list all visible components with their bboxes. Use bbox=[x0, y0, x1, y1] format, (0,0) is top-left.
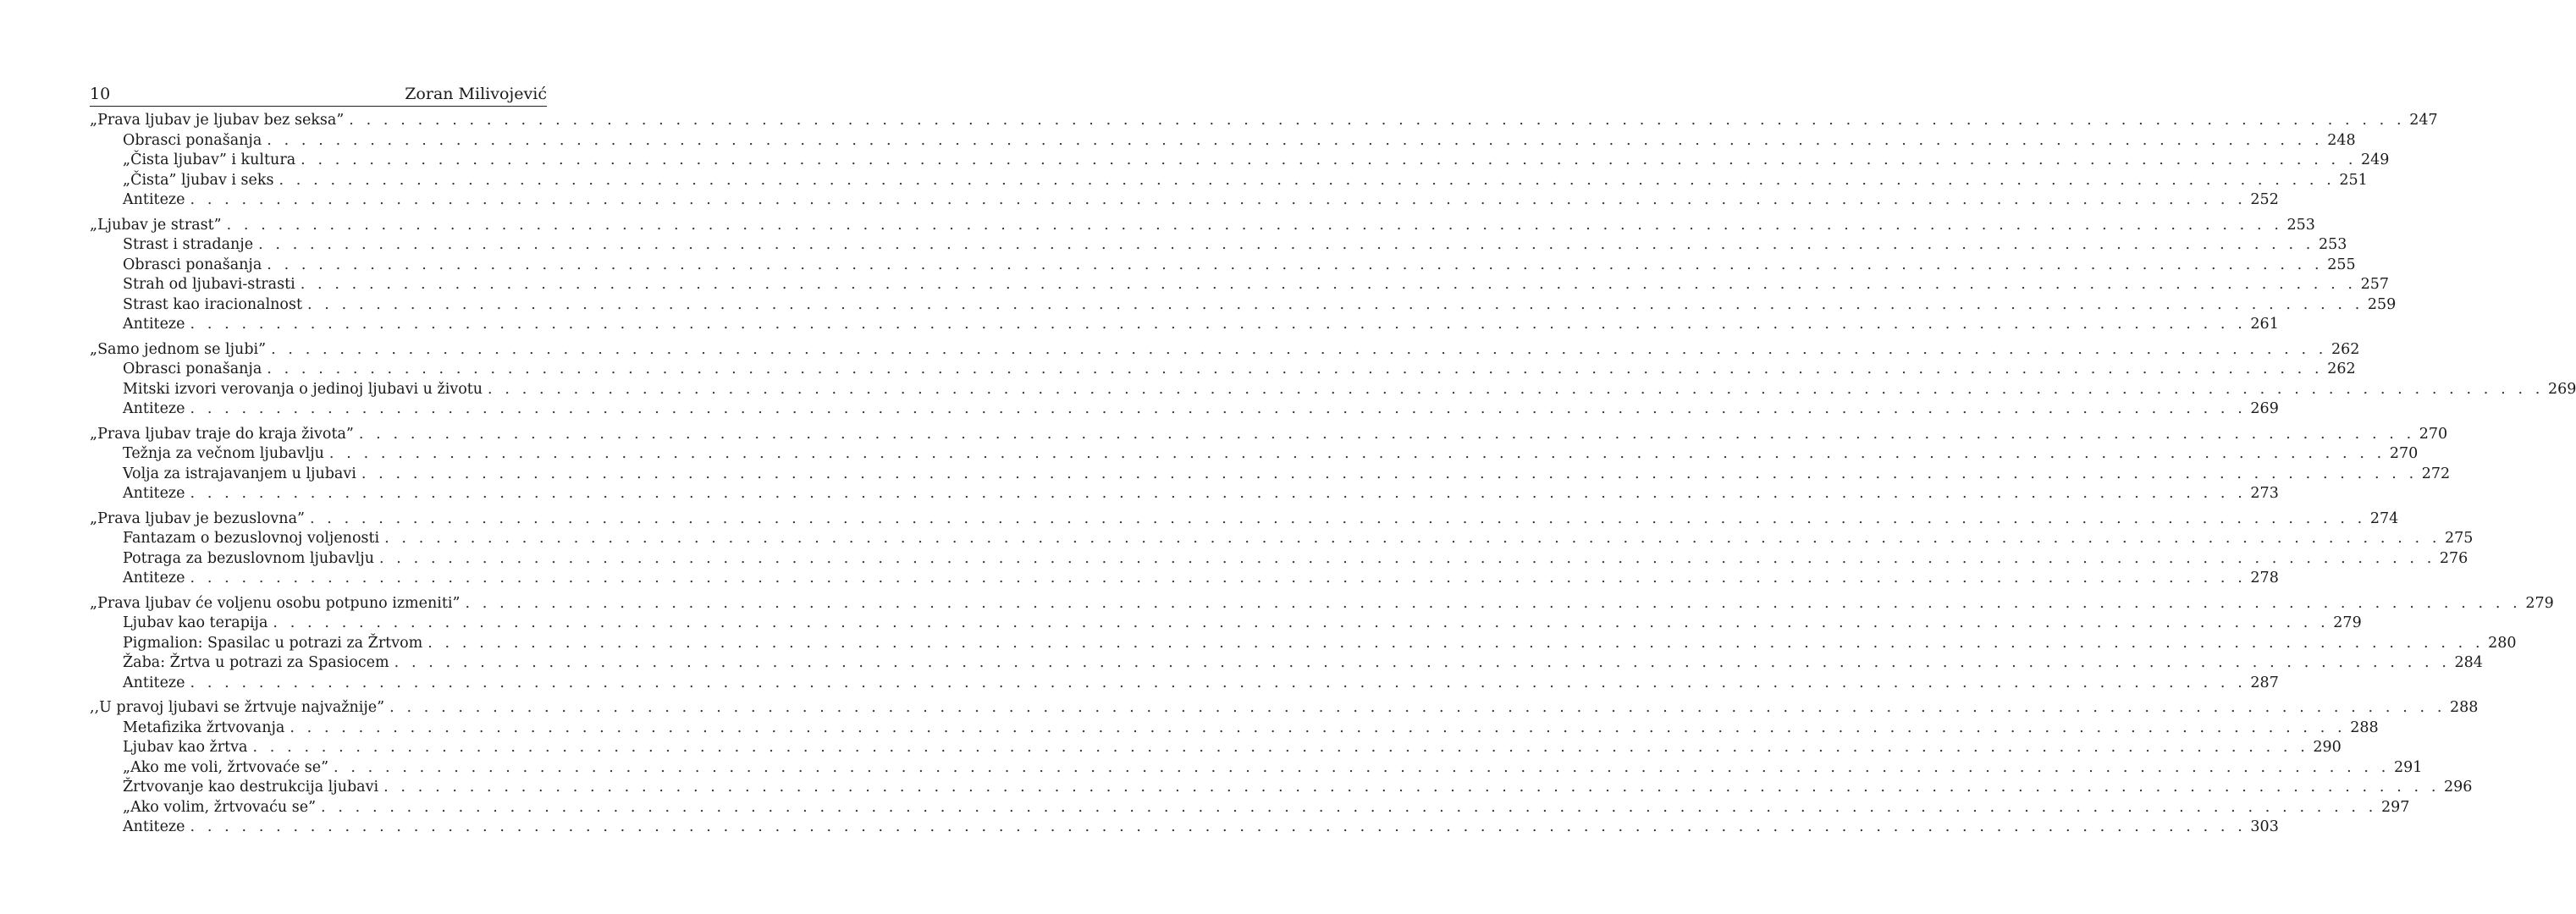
toc-chapter-row bbox=[90, 216, 2315, 237]
dot-leader: . . . . . . . . . . . . . . . . . . . . . . . . . . . . . . . . . . . . . . . . . . . . . . . . . . . . . . . . . . . . . . . . . . . . . . . . . . . . . . . . . . . . . . . . . . . . . . . . . . . . . . . . . . . . . . . . . . . . . . . . bbox=[334, 758, 2390, 776]
toc-subentry-row bbox=[90, 380, 2576, 401]
dot-leader: . . . . . . . . . . . . . . . . . . . . . . . . . . . . . . . . . . . . . . . . . . . . . . . . . . . . . . . . . . . . . . . . . . . . . . . . . . . . . . . . . . . . . . . . . . . . . . . . . . . . . . . . . . . . . . . . . . . . . . . . bbox=[190, 818, 2247, 835]
toc-section bbox=[90, 112, 2438, 212]
chapter-title: „Prava ljubav traje do kraja života” bbox=[90, 425, 354, 443]
dot-leader: . . . . . . . . . . . . . . . . . . . . . . . . . . . . . . . . . . . . . . . . . . . . . . . . . . . . . . . . . . . . . . . . . . . . . . . . . . . . . . . . . . . . . . . . . . . . . . . . . . . . . . . . . . . . . . . . . . . . . . . . bbox=[190, 674, 2247, 691]
page-ref: 287 bbox=[2250, 674, 2279, 691]
page-ref: 279 bbox=[2525, 594, 2554, 612]
dot-leader: . . . . . . . . . . . . . . . . . . . . . . . . . . . . . . . . . . . . . . . . . . . . . . . . . . . . . . . . . . . . . . . . . . . . . . . . . . . . . . . . . . . . . . . . . . . . . . . . . . . . . . . . . . . . . . . . . . . . . . . . bbox=[349, 112, 2406, 129]
dot-leader: . . . . . . . . . . . . . . . . . . . . . . . . . . . . . . . . . . . . . . . . . . . . . . . . . . . . . . . . . . . . . . . . . . . . . . . . . . . . . . . . . . . . . . . . . . . . . . . . . . . . . . . . . . . . . . . . . . . . . . . . bbox=[427, 634, 2485, 652]
toc-section bbox=[90, 340, 2576, 421]
page-ref: 270 bbox=[2419, 425, 2448, 443]
page-ref: 303 bbox=[2250, 818, 2279, 835]
toc-chapter-row bbox=[90, 340, 2360, 361]
dot-leader: . . . . . . . . . . . . . . . . . . . . . . . . . . . . . . . . . . . . . . . . . . . . . . . . . . . . . . . . . . . . . . . . . . . . . . . . . . . . . . . . . . . . . . . . . . . . . . . . . . . . . . . . . . . . . . . . . . . . . . . . bbox=[301, 151, 2358, 168]
page-ref: 248 bbox=[2327, 131, 2356, 149]
toc-subentry-row bbox=[90, 739, 2342, 759]
dot-leader: . . . . . . . . . . . . . . . . . . . . . . . . . . . . . . . . . . . . . . . . . . . . . . . . . . . . . . . . . . . . . . . . . . . . . . . . . . . . . . . . . . . . . . . . . . . . . . . . . . . . . . . . . . . . . . . . . . . . . . . . bbox=[190, 485, 2247, 502]
toc-section bbox=[90, 425, 2451, 505]
running-header bbox=[90, 81, 547, 107]
page-ref: 252 bbox=[2250, 191, 2279, 208]
toc-chapter-row bbox=[90, 112, 2438, 132]
dot-leader: . . . . . . . . . . . . . . . . . . . . . . . . . . . . . . . . . . . . . . . . . . . . . . . . . . . . . . . . . . . . . . . . . . . . . . . . . . . . . . . . . . . . . . . . . . . . . . . . . . . . . . . . . . . . . . . . . . . . . . . . bbox=[252, 739, 2309, 756]
toc-chapter-row bbox=[90, 594, 2554, 615]
toc-section bbox=[90, 216, 2397, 336]
toc-subentry-row bbox=[90, 465, 2451, 486]
toc-subentry-row bbox=[90, 654, 2483, 674]
running-author: Zoran Milivojević bbox=[405, 85, 547, 103]
subentry-title: Metafizika žrtvovanja bbox=[123, 719, 285, 736]
page-number: 10 bbox=[90, 85, 111, 103]
chapter-title: „Prava ljubav je bezuslovna” bbox=[90, 509, 305, 527]
page-ref: 269 bbox=[2250, 400, 2279, 417]
subentry-title: Težnja za večnom ljubavlju bbox=[123, 445, 324, 462]
toc-subentry-row bbox=[90, 256, 2356, 277]
page-ref: 251 bbox=[2339, 171, 2368, 189]
dot-leader: . . . . . . . . . . . . . . . . . . . . . . . . . . . . . . . . . . . . . . . . . . . . . . . . . . . . . . . . . . . . . . . . . . . . . . . . . . . . . . . . . . . . . . . . . . . . . . . . . . . . . . . . . . . . . . . . . . . . . . . . bbox=[306, 295, 2364, 313]
subentry-title: Pigmalion: Spasilac u potrazi za Žrtvom bbox=[123, 634, 423, 652]
page-ref: 288 bbox=[2450, 699, 2479, 716]
toc-section bbox=[90, 594, 2554, 695]
dot-leader: . . . . . . . . . . . . . . . . . . . . . . . . . . . . . . . . . . . . . . . . . . . . . . . . . . . . . . . . . . . . . . . . . . . . . . . . . . . . . . . . . . . . . . . . . . . . . . . . . . . . . . . . . . . . . . . . . . . . . . . . bbox=[267, 256, 2324, 273]
subentry-title: Strah od ljubavi-strasti bbox=[123, 276, 295, 293]
page-ref: 249 bbox=[2361, 151, 2390, 168]
subentry-title: „Čista” ljubav i seks bbox=[123, 171, 274, 189]
dot-leader: . . . . . . . . . . . . . . . . . . . . . . . . . . . . . . . . . . . . . . . . . . . . . . . . . . . . . . . . . . . . . . . . . . . . . . . . . . . . . . . . . . . . . . . . . . . . . . . . . . . . . . . . . . . . . . . . . . . . . . . . bbox=[267, 361, 2324, 377]
subentry-title: Potraga za bezuslovnom ljubavlju bbox=[123, 549, 374, 567]
toc-subentry-row bbox=[90, 316, 2279, 336]
toc-subentry-row bbox=[90, 634, 2517, 655]
dot-leader: . . . . . . . . . . . . . . . . . . . . . . . . . . . . . . . . . . . . . . . . . . . . . . . . . . . . . . . . . . . . . . . . . . . . . . . . . . . . . . . . . . . . . . . . . . . . . . . . . . . . . . . . . . . . . . . . . . . . . . . . bbox=[309, 509, 2366, 527]
subentry-title: Obrasci ponašanja bbox=[123, 131, 262, 149]
dot-leader: . . . . . . . . . . . . . . . . . . . . . . . . . . . . . . . . . . . . . . . . . . . . . . . . . . . . . . . . . . . . . . . . . . . . . . . . . . . . . . . . . . . . . . . . . . . . . . . . . . . . . . . . . . . . . . . . . . . . . . . . bbox=[321, 798, 2377, 816]
dot-leader: . . . . . . . . . . . . . . . . . . . . . . . . . . . . . . . . . . . . . . . . . . . . . . . . . . . . . . . . . . . . . . . . . . . . . . . . . . . . . . . . . . . . . . . . . . . . . . . . . . . . . . . . . . . . . . . . . . . . . . . . bbox=[300, 276, 2357, 293]
toc-subentry-row bbox=[90, 758, 2423, 779]
subentry-title: Antiteze bbox=[123, 191, 185, 208]
page-ref: 280 bbox=[2488, 634, 2517, 652]
page-ref: 269 bbox=[2547, 380, 2576, 398]
dot-leader: . . . . . . . . . . . . . . . . . . . . . . . . . . . . . . . . . . . . . . . . . . . . . . . . . . . . . . . . . . . . . . . . . . . . . . . . . . . . . . . . . . . . . . . . . . . . . . . . . . . . . . . . . . . . . . . . . . . . . . . . bbox=[290, 719, 2347, 736]
dot-leader: . . . . . . . . . . . . . . . . . . . . . . . . . . . . . . . . . . . . . . . . . . . . . . . . . . . . . . . . . . . . . . . . . . . . . . . . . . . . . . . . . . . . . . . . . . . . . . . . . . . . . . . . . . . . . . . . . . . . . . . . bbox=[190, 400, 2247, 417]
subentry-title: Ljubav kao žrtva bbox=[123, 739, 248, 756]
page-ref: 273 bbox=[2250, 485, 2279, 502]
page-ref: 274 bbox=[2369, 509, 2399, 527]
toc-subentry-row bbox=[90, 614, 2362, 635]
page-ref: 275 bbox=[2445, 530, 2474, 547]
dot-leader: . . . . . . . . . . . . . . . . . . . . . . . . . . . . . . . . . . . . . . . . . . . . . . . . . . . . . . . . . . . . . . . . . . . . . . . . . . . . . . . . . . . . . . . . . . . . . . . . . . . . . . . . . . . . . . . . . . . . . . . . bbox=[361, 465, 2418, 482]
subentry-title: Žrtvovanje kao destrukcija ljubavi bbox=[123, 779, 379, 796]
dot-leader: . . . . . . . . . . . . . . . . . . . . . . . . . . . . . . . . . . . . . . . . . . . . . . . . . . . . . . . . . . . . . . . . . . . . . . . . . . . . . . . . . . . . . . . . . . . . . . . . . . . . . . . . . . . . . . . . . . . . . . . . bbox=[383, 779, 2441, 796]
dot-leader: . . . . . . . . . . . . . . . . . . . . . . . . . . . . . . . . . . . . . . . . . . . . . . . . . . . . . . . . . . . . . . . . . . . . . . . . . . . . . . . . . . . . . . . . . . . . . . . . . . . . . . . . . . . . . . . . . . . . . . . . bbox=[190, 570, 2247, 586]
toc-subentry-row bbox=[90, 295, 2397, 317]
dot-leader: . . . . . . . . . . . . . . . . . . . . . . . . . . . . . . . . . . . . . . . . . . . . . . . . . . . . . . . . . . . . . . . . . . . . . . . . . . . . . . . . . . . . . . . . . . . . . . . . . . . . . . . . . . . . . . . . . . . . . . . . bbox=[190, 316, 2247, 333]
page-ref: 262 bbox=[2327, 361, 2356, 377]
subentry-title: Antiteze bbox=[123, 485, 185, 502]
toc-section bbox=[90, 699, 2479, 839]
page-ref: 279 bbox=[2333, 614, 2362, 631]
dot-leader: . . . . . . . . . . . . . . . . . . . . . . . . . . . . . . . . . . . . . . . . . . . . . . . . . . . . . . . . . . . . . . . . . . . . . . . . . . . . . . . . . . . . . . . . . . . . . . . . . . . . . . . . . . . . . . . . . . . . . . . . bbox=[389, 699, 2446, 716]
dot-leader: . . . . . . . . . . . . . . . . . . . . . . . . . . . . . . . . . . . . . . . . . . . . . . . . . . . . . . . . . . . . . . . . . . . . . . . . . . . . . . . . . . . . . . . . . . . . . . . . . . . . . . . . . . . . . . . . . . . . . . . . bbox=[488, 380, 2544, 398]
subentry-title: Strast i stradanje bbox=[123, 236, 254, 253]
dot-leader: . . . . . . . . . . . . . . . . . . . . . . . . . . . . . . . . . . . . . . . . . . . . . . . . . . . . . . . . . . . . . . . . . . . . . . . . . . . . . . . . . . . . . . . . . . . . . . . . . . . . . . . . . . . . . . . . . . . . . . . . bbox=[190, 191, 2247, 208]
dot-leader: . . . . . . . . . . . . . . . . . . . . . . . . . . . . . . . . . . . . . . . . . . . . . . . . . . . . . . . . . . . . . . . . . . . . . . . . . . . . . . . . . . . . . . . . . . . . . . . . . . . . . . . . . . . . . . . . . . . . . . . . bbox=[394, 654, 2451, 671]
subentry-title: „Ako me voli, žrtvovaće se” bbox=[123, 758, 329, 776]
page-ref: 257 bbox=[2360, 276, 2390, 293]
toc-subentry-row bbox=[90, 719, 2379, 740]
toc-subentry-row bbox=[90, 276, 2390, 296]
subentry-title: Fantazam o bezuslovnoj voljenosti bbox=[123, 530, 380, 547]
toc-subentry-row bbox=[90, 779, 2473, 799]
toc-subentry-row bbox=[90, 191, 2279, 212]
toc-section bbox=[90, 509, 2474, 590]
page-ref: 272 bbox=[2421, 465, 2451, 482]
dot-leader: . . . . . . . . . . . . . . . . . . . . . . . . . . . . . . . . . . . . . . . . . . . . . . . . . . . . . . . . . . . . . . . . . . . . . . . . . . . . . . . . . . . . . . . . . . . . . . . . . . . . . . . . . . . . . . . . . . . . . . . . bbox=[384, 530, 2441, 547]
subentry-title: Antiteze bbox=[123, 818, 185, 835]
subentry-title: Mitski izvori verovanja o jedinoj ljubavi u životu bbox=[123, 380, 483, 398]
dot-leader: . . . . . . . . . . . . . . . . . . . . . . . . . . . . . . . . . . . . . . . . . . . . . . . . . . . . . . . . . . . . . . . . . . . . . . . . . . . . . . . . . . . . . . . . . . . . . . . . . . . . . . . . . . . . . . . . . . . . . . . . bbox=[279, 171, 2336, 189]
page-ref: 253 bbox=[2286, 216, 2315, 234]
dot-leader: . . . . . . . . . . . . . . . . . . . . . . . . . . . . . . . . . . . . . . . . . . . . . . . . . . . . . . . . . . . . . . . . . . . . . . . . . . . . . . . . . . . . . . . . . . . . . . . . . . . . . . . . . . . . . . . . . . . . . . . . bbox=[328, 445, 2386, 462]
page-ref: 276 bbox=[2439, 549, 2468, 567]
dot-leader: . . . . . . . . . . . . . . . . . . . . . . . . . . . . . . . . . . . . . . . . . . . . . . . . . . . . . . . . . . . . . . . . . . . . . . . . . . . . . . . . . . . . . . . . . . . . . . . . . . . . . . . . . . . . . . . . . . . . . . . . bbox=[273, 614, 2330, 631]
toc-subentry-row bbox=[90, 171, 2368, 192]
toc-subentry-row bbox=[90, 674, 2279, 695]
subentry-title: Obrasci ponašanja bbox=[123, 256, 262, 273]
toc-subentry-row bbox=[90, 798, 2410, 819]
chapter-title: „Samo jednom se ljubi” bbox=[90, 340, 267, 358]
page-ref: 296 bbox=[2444, 779, 2473, 796]
subentry-title: Antiteze bbox=[123, 570, 185, 586]
dot-leader: . . . . . . . . . . . . . . . . . . . . . . . . . . . . . . . . . . . . . . . . . . . . . . . . . . . . . . . . . . . . . . . . . . . . . . . . . . . . . . . . . . . . . . . . . . . . . . . . . . . . . . . . . . . . . . . . . . . . . . . . bbox=[465, 594, 2522, 612]
page-ref: 261 bbox=[2250, 316, 2279, 333]
subentry-title: „Ako volim, žrtvovaću se” bbox=[123, 798, 317, 816]
toc-subentry-row bbox=[90, 549, 2468, 570]
dot-leader: . . . . . . . . . . . . . . . . . . . . . . . . . . . . . . . . . . . . . . . . . . . . . . . . . . . . . . . . . . . . . . . . . . . . . . . . . . . . . . . . . . . . . . . . . . . . . . . . . . . . . . . . . . . . . . . . . . . . . . . . bbox=[358, 425, 2415, 443]
page-ref: 259 bbox=[2367, 295, 2397, 313]
toc-subentry-row bbox=[90, 151, 2390, 172]
dot-leader: . . . . . . . . . . . . . . . . . . . . . . . . . . . . . . . . . . . . . . . . . . . . . . . . . . . . . . . . . . . . . . . . . . . . . . . . . . . . . . . . . . . . . . . . . . . . . . . . . . . . . . . . . . . . . . . . . . . . . . . . bbox=[226, 216, 2283, 234]
subentry-title: Volja za istrajavanjem u ljubavi bbox=[123, 465, 356, 482]
dot-leader: . . . . . . . . . . . . . . . . . . . . . . . . . . . . . . . . . . . . . . . . . . . . . . . . . . . . . . . . . . . . . . . . . . . . . . . . . . . . . . . . . . . . . . . . . . . . . . . . . . . . . . . . . . . . . . . . . . . . . . . . bbox=[271, 340, 2327, 358]
page-ref: 288 bbox=[2350, 719, 2379, 736]
toc-subentry-row bbox=[90, 400, 2279, 421]
toc-subentry-row bbox=[90, 485, 2279, 505]
page-ref: 262 bbox=[2331, 340, 2360, 358]
dot-leader: . . . . . . . . . . . . . . . . . . . . . . . . . . . . . . . . . . . . . . . . . . . . . . . . . . . . . . . . . . . . . . . . . . . . . . . . . . . . . . . . . . . . . . . . . . . . . . . . . . . . . . . . . . . . . . . . . . . . . . . . bbox=[378, 549, 2435, 567]
subentry-title: Strast kao iracionalnost bbox=[123, 295, 302, 313]
subentry-title: Ljubav kao terapija bbox=[123, 614, 268, 631]
dot-leader: . . . . . . . . . . . . . . . . . . . . . . . . . . . . . . . . . . . . . . . . . . . . . . . . . . . . . . . . . . . . . . . . . . . . . . . . . . . . . . . . . . . . . . . . . . . . . . . . . . . . . . . . . . . . . . . . . . . . . . . . bbox=[258, 236, 2314, 253]
toc-subentry-row bbox=[90, 818, 2279, 839]
toc-subentry-row bbox=[90, 361, 2356, 381]
page-ref: 247 bbox=[2409, 112, 2438, 129]
toc-subentry-row bbox=[90, 570, 2279, 590]
page-ref: 291 bbox=[2393, 758, 2423, 776]
subentry-title: Antiteze bbox=[123, 674, 185, 691]
page-ref: 290 bbox=[2313, 739, 2342, 756]
subentry-title: Obrasci ponašanja bbox=[123, 361, 262, 377]
subentry-title: Antiteze bbox=[123, 400, 185, 417]
toc-chapter-row bbox=[90, 699, 2479, 719]
subentry-title: Žaba: Žrtva u potrazi za Spasiocem bbox=[123, 654, 389, 671]
toc-subentry-row bbox=[90, 445, 2419, 465]
dot-leader: . . . . . . . . . . . . . . . . . . . . . . . . . . . . . . . . . . . . . . . . . . . . . . . . . . . . . . . . . . . . . . . . . . . . . . . . . . . . . . . . . . . . . . . . . . . . . . . . . . . . . . . . . . . . . . . . . . . . . . . . bbox=[267, 131, 2324, 149]
page-ref: 270 bbox=[2389, 445, 2419, 462]
toc-subentry-row bbox=[90, 236, 2347, 256]
chapter-title: „Prava ljubav će voljenu osobu potpuno izmeniti” bbox=[90, 594, 461, 612]
page-ref: 284 bbox=[2454, 654, 2483, 671]
chapter-title: „Ljubav je strast” bbox=[90, 216, 222, 234]
page-ref: 278 bbox=[2250, 570, 2279, 586]
subentry-title: „Čista ljubav” i kultura bbox=[123, 151, 296, 168]
subentry-title: Antiteze bbox=[123, 316, 185, 333]
toc-subentry-row bbox=[90, 131, 2356, 152]
page-ref: 297 bbox=[2380, 798, 2410, 816]
toc-chapter-row bbox=[90, 509, 2399, 531]
table-of-contents bbox=[90, 112, 2576, 844]
chapter-title: „Prava ljubav je ljubav bez seksa” bbox=[90, 112, 345, 129]
page-ref: 253 bbox=[2318, 236, 2347, 253]
chapter-title: ,,U pravoj ljubavi se žrtvuje najvažnije” bbox=[90, 699, 385, 716]
toc-subentry-row bbox=[90, 530, 2474, 550]
page-ref: 255 bbox=[2327, 256, 2356, 273]
toc-chapter-row bbox=[90, 425, 2448, 446]
